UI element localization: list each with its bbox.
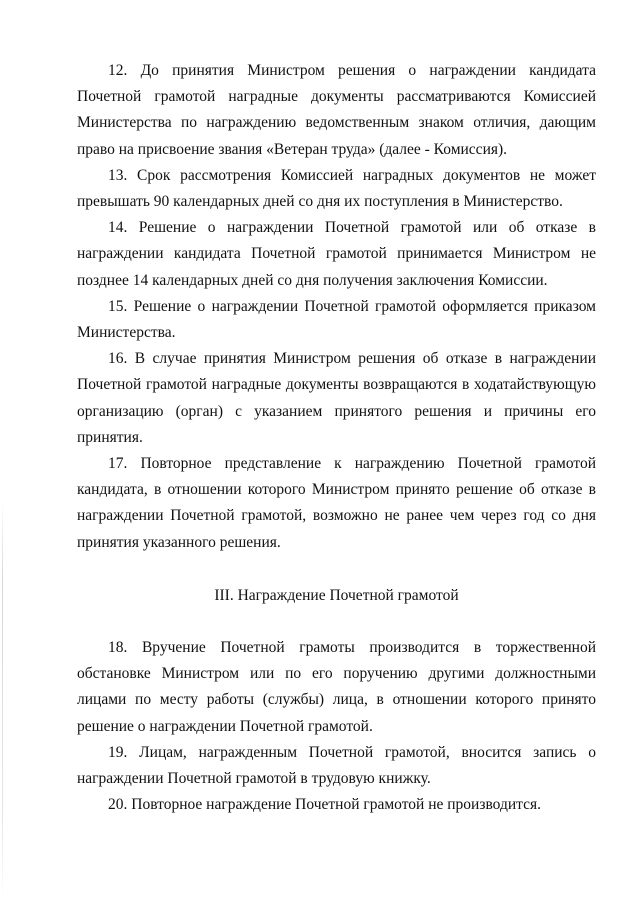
paragraph-18: 18. Вручение Почетной грамоты производится в торжественной обстановке Министром или по его поручению другими должностными лицами по месту работы (службы) лица, в отношении которого принято решение о награждении Почетной грамотой. (77, 639, 596, 735)
paragraph-14: 14. Решение о награждении Почетной грамотой или об отказе в награждении кандидата Почетной грамотой принимается Министром не позднее 14 календарных дней со дня получения заключения Комиссии. (77, 219, 596, 289)
scan-edge-line (2, 500, 3, 900)
paragraph-17: 17. Повторное представление к награждению Почетной грамотой кандидата, в отношении которого Министром принято решение об отказе в награждении Почетной грамотой, возможно не ранее чем через год со дня принятия указанного решения. (77, 455, 596, 551)
paragraph-13: 13. Срок рассмотрения Комиссией наградных документов не может превышать 90 календарных дней со дня их поступления в Министерство. (77, 166, 596, 211)
paragraph-12: 12. До принятия Министром решения о награждении кандидата Почетной грамотой наградные документы рассматриваются Комиссией Министерства по награждению ведомственным знаком отличия, дающим право на присвоение звания «Ветеран труда» (далее - Комиссия). (77, 62, 596, 158)
paragraph-15: 15. Решение о награждении Почетной грамотой оформляется приказом Министерства. (77, 297, 596, 342)
paragraph-16: 16. В случае принятия Министром решения об отказе в награждении Почетной грамотой наградные документы возвращаются в ходатайствующую организацию (орган) с указанием принятого решения и причины его принятия. (77, 350, 596, 446)
paragraph-20: 20. Повторное награждение Почетной грамотой не производится. (108, 796, 542, 814)
section-heading: III. Награждение Почетной грамотой (214, 586, 459, 604)
paragraph-19: 19. Лицам, награжденным Почетной грамотой, вносится запись о награждении Почетной грамотой в трудовую книжку. (77, 743, 596, 788)
